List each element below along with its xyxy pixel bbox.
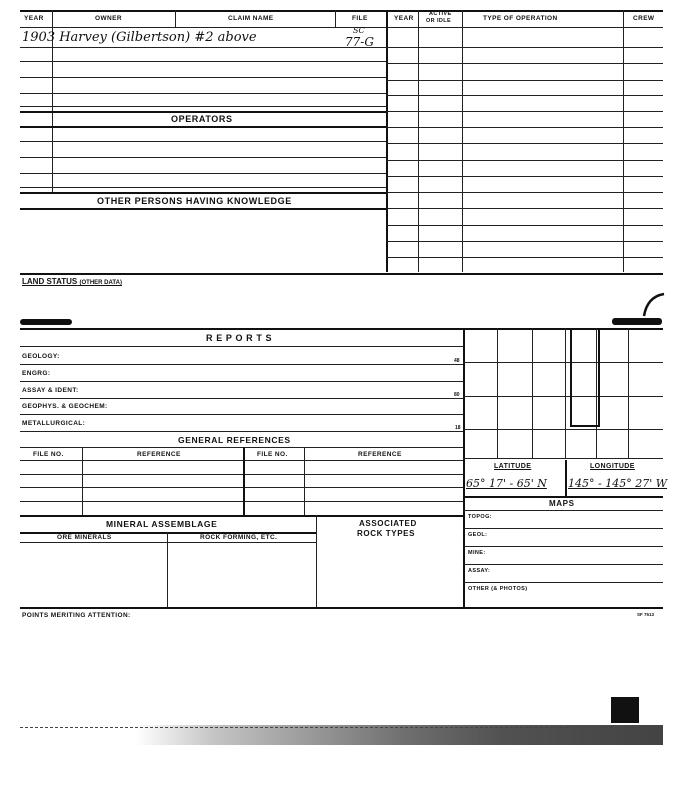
maps-assay: ASSAY: <box>468 568 491 574</box>
report-num-geology: 48 <box>454 358 460 364</box>
handwritten-owner-entry: 1903 Harvey (Gilbertson) #2 above <box>22 30 257 45</box>
header-crew: CREW <box>633 15 655 22</box>
mineral-assemblage-heading: MINERAL ASSEMBLAGE <box>106 519 218 529</box>
gen-ref-col-file-1: FILE NO. <box>33 451 64 458</box>
maps-geol: GEOL: <box>468 532 488 538</box>
gen-ref-col-file-2: FILE NO. <box>257 451 288 458</box>
longitude-label: LONGITUDE <box>590 463 635 470</box>
longitude-value: 145° - 145° 27' W <box>568 477 668 490</box>
rock-types-heading: ROCK TYPES <box>357 529 416 538</box>
rock-forming-col: ROCK FORMING, ETC. <box>200 534 278 541</box>
handwritten-file-number: 77-G <box>345 35 374 49</box>
points-meriting-attention: POINTS MERITING ATTENTION: <box>22 612 131 619</box>
handwritten-mark <box>640 292 668 318</box>
report-num-assay: 80 <box>454 392 460 398</box>
report-label-assay: ASSAY & IDENT: <box>22 387 79 394</box>
location-mark <box>570 330 600 427</box>
latitude-label: LATITUDE <box>494 463 532 470</box>
operators-heading: OPERATORS <box>171 114 233 124</box>
scan-blot-right <box>612 318 662 325</box>
general-references-heading: GENERAL REFERENCES <box>178 435 291 445</box>
header-active-1: ACTIVE <box>429 11 452 17</box>
land-status-heading <box>22 277 122 286</box>
header-year: YEAR <box>24 15 44 22</box>
report-label-metallurgical: METALLURGICAL: <box>22 420 86 427</box>
maps-mine: MINE: <box>468 550 486 556</box>
associated-heading: ASSOCIATED <box>359 519 417 528</box>
header-active-2: OR IDLE <box>426 18 452 24</box>
header-owner: OWNER <box>95 15 122 22</box>
gen-ref-col-ref-2: REFERENCE <box>358 451 402 458</box>
scan-noise-band <box>20 725 663 745</box>
maps-other: OTHER (& PHOTOS) <box>468 586 528 592</box>
scan-blot-left <box>20 319 72 325</box>
form-code: SF 7513 <box>637 612 655 617</box>
report-label-geology: GEOLOGY: <box>22 353 60 360</box>
land-status-label: LAND STATUS <box>22 277 78 286</box>
header-file: FILE <box>352 15 368 22</box>
latitude-value: 65° 17' - 65' N <box>466 477 547 490</box>
maps-heading: MAPS <box>549 499 575 508</box>
scan-blot-bottom <box>611 697 639 723</box>
report-num-metallurgical: 18 <box>455 425 461 431</box>
header-type-of-operation: TYPE OF OPERATION <box>483 15 558 22</box>
other-persons-heading: OTHER PERSONS HAVING KNOWLEDGE <box>97 196 292 206</box>
gen-ref-col-ref-1: REFERENCE <box>137 451 181 458</box>
maps-topog: TOPOG: <box>468 514 492 520</box>
reports-heading: R E P O R T S <box>206 333 273 343</box>
ore-minerals-col: ORE MINERALS <box>57 534 112 541</box>
header-claim-name: CLAIM NAME <box>228 15 274 22</box>
report-label-engrg: ENGRG: <box>22 370 51 377</box>
report-label-geophys: GEOPHYS. & GEOCHEM: <box>22 403 108 410</box>
land-status-sublabel: (OTHER DATA) <box>79 280 122 286</box>
handwritten-file-top: SC <box>353 26 365 35</box>
header-year-2: YEAR <box>394 15 414 22</box>
